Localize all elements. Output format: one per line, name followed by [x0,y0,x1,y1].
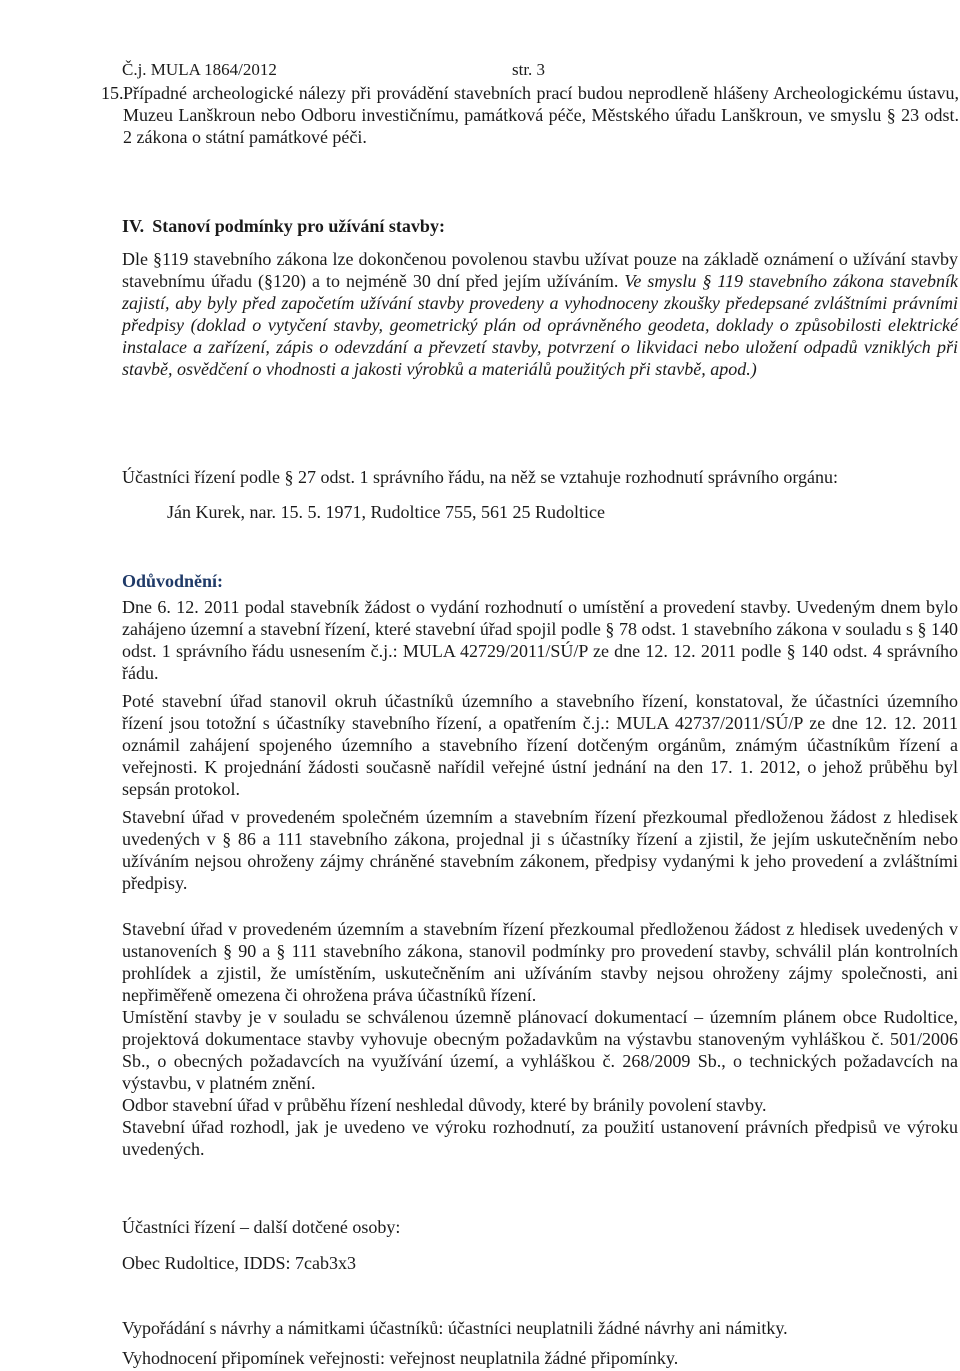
reasoning-title: Odůvodnění: [122,571,224,591]
section-iv [122,215,958,380]
reasoning-paragraph: Dne 6. 12. 2011 podal stavebník žádost o vydání rozhodnutí o umístění a provedení stavby. Uvedeným dnem bylo zahájeno územní a stavební řízení, které stavební úřad spojil podle § 78 odst. 1 stavebního zákona v souladu s § 140 odst. 1 správního řádu usnesením č.j.: MULA 42729/2011/SÚ/P ze dne 12. 12. 2011 podle § 140 odst. 4 správního řádu. [122,597,958,683]
reasoning-paragraph: Stavební úřad v provedeném společném územním a stavebním řízení přezkoumal předloženou žádost z hledisek uvedených v § 86 a 111 stavebního zákona, projednal ji s účastníky řízení a zjistil, že jejím uskutečněním nebo užíváním nejsou ohroženy zájmy chráněné stavebním zákonem, předpisy vydanými k jeho provedení a zvláštními předpisy. [122,807,958,893]
settlement-statement: Vypořádání s návrhy a námitkami účastníků: účastníci neuplatnili žádné návrhy ani námitky. [122,1318,788,1338]
reasoning-paragraph: Poté stavební úřad stanovil okruh účastníků územního a stavebního řízení, konstatoval, že účastníci územního řízení jsou totožní s účastníky stavebního řízení, a opatřením č.j.: MULA 42737/2011/SÚ/P ze dne 12. 12. 2011 oznámil zahájení spojeného územního a stavebního řízení dotčeným orgánům, známým účastníkům řízení a veřejnosti. K projednání žádosti současně nařídil veřejné ústní jednání na den 17. 1. 2012, o jehož průběhu byl sepsán protokol. [122,691,958,799]
reference-number: Č.j. MULA 1864/2012 [122,60,277,79]
reasoning-paragraph: Stavební úřad v provedeném územním a stavebním řízení přezkoumal předloženou žádost z hledisek uvedených v ustanoveních § 90 a § 111 stavebního zákona, stanovil podmínky pro provedení stavby, schválil plán kontrolních prohlídek a zjistil, že umístěním, uskutečněním ani užíváním stavby nejsou ohroženy zájmy společnosti, ani nepřiměřeně omezena či ohrožena práva účastníků řízení. [122,919,958,1005]
participant-person: Ján Kurek, nar. 15. 5. 1971, Rudoltice 755, 561 25 Rudoltice [167,502,605,522]
reasoning-section [122,570,958,1160]
other-participants-block [122,1216,958,1274]
reasoning-paragraph: Umístění stavby je v souladu se schválenou územně plánovací dokumentací – územním plánem obce Rudoltice, projektová dokumentace stavby vyhovuje obecným požadavkům na výstavbu stanoveným vyhláškou č. 501/2006 Sb., o obecných požadavcích na využívání území, a vyhláškou č. 268/2009 Sb., o technických požadavcích na výstavbu, v platném znění. [122,1007,958,1093]
participants-label: Účastníci řízení podle § 27 odst. 1 správního řádu, na něž se vztahuje rozhodnutí správního orgánu: [122,467,838,487]
item-text: Případné archeologické nálezy při provádění stavebních prací budou neprodleně hlášeny Archeologickému ústavu, Muzeu Lanškroun nebo Odboru investičnímu, památková péče, Městského úřadu Lanškroun, ve smyslu § 23 odst. 2 zákona o státní památkové péči. [123,83,959,147]
item-number: 15. [101,83,124,103]
page-number: str. 3 [512,60,546,79]
section-heading [122,215,958,237]
section-text-normal: Dle §119 stavebního zákona lze dokončenou povolenou stavbu užívat pouze na základě oznámení o užívání stavby stavebnímu úřadu (§120) a to nejméně 30 dní před jejím užíváním. [122,249,958,291]
other-participants-label: Účastníci řízení – další dotčené osoby: [122,1217,401,1237]
participants-block [122,466,958,523]
public-evaluation-statement: Vyhodnocení připomínek veřejnosti: veřejnost neuplatnila žádné připomínky. [122,1348,679,1368]
section-text-italic: Ve smyslu § 119 stavebního zákona stavebník zajistí, aby byly před započetím užívání stavby provedeny a vyhodnoceny zkoušky předepsané zvláštními právními předpisy (doklad o vytyčení stavby, geometrický plán od oprávněného geodeta, doklady o způsobilosti elektrické instalace a zařízení, zápis o odevzdání a převzetí stavby, potvrzení o likvidaci nebo uložení odpadů vzniklých při stavbě, osvědčení o vhodnosti a jakosti výrobků a materiálů použitých při stavbě, apod.) [122,271,958,379]
section-roman-numeral: IV. [122,216,145,236]
reasoning-paragraph: Stavební úřad rozhodl, jak je uvedeno ve výroku rozhodnutí, za použití ustanovení právních předpisů ve výroku uvedených. [122,1117,958,1159]
section-title: Stanoví podmínky pro užívání stavby: [152,216,445,236]
reasoning-paragraph: Odbor stavební úřad v průběhu řízení neshledal důvody, které by bránily povolení stavby. [122,1095,767,1115]
page-header [122,59,546,81]
other-participant-obec: Obec Rudoltice, IDDS: 7cab3x3 [122,1253,356,1273]
section-body [122,248,958,380]
condition-item-15 [101,82,959,148]
